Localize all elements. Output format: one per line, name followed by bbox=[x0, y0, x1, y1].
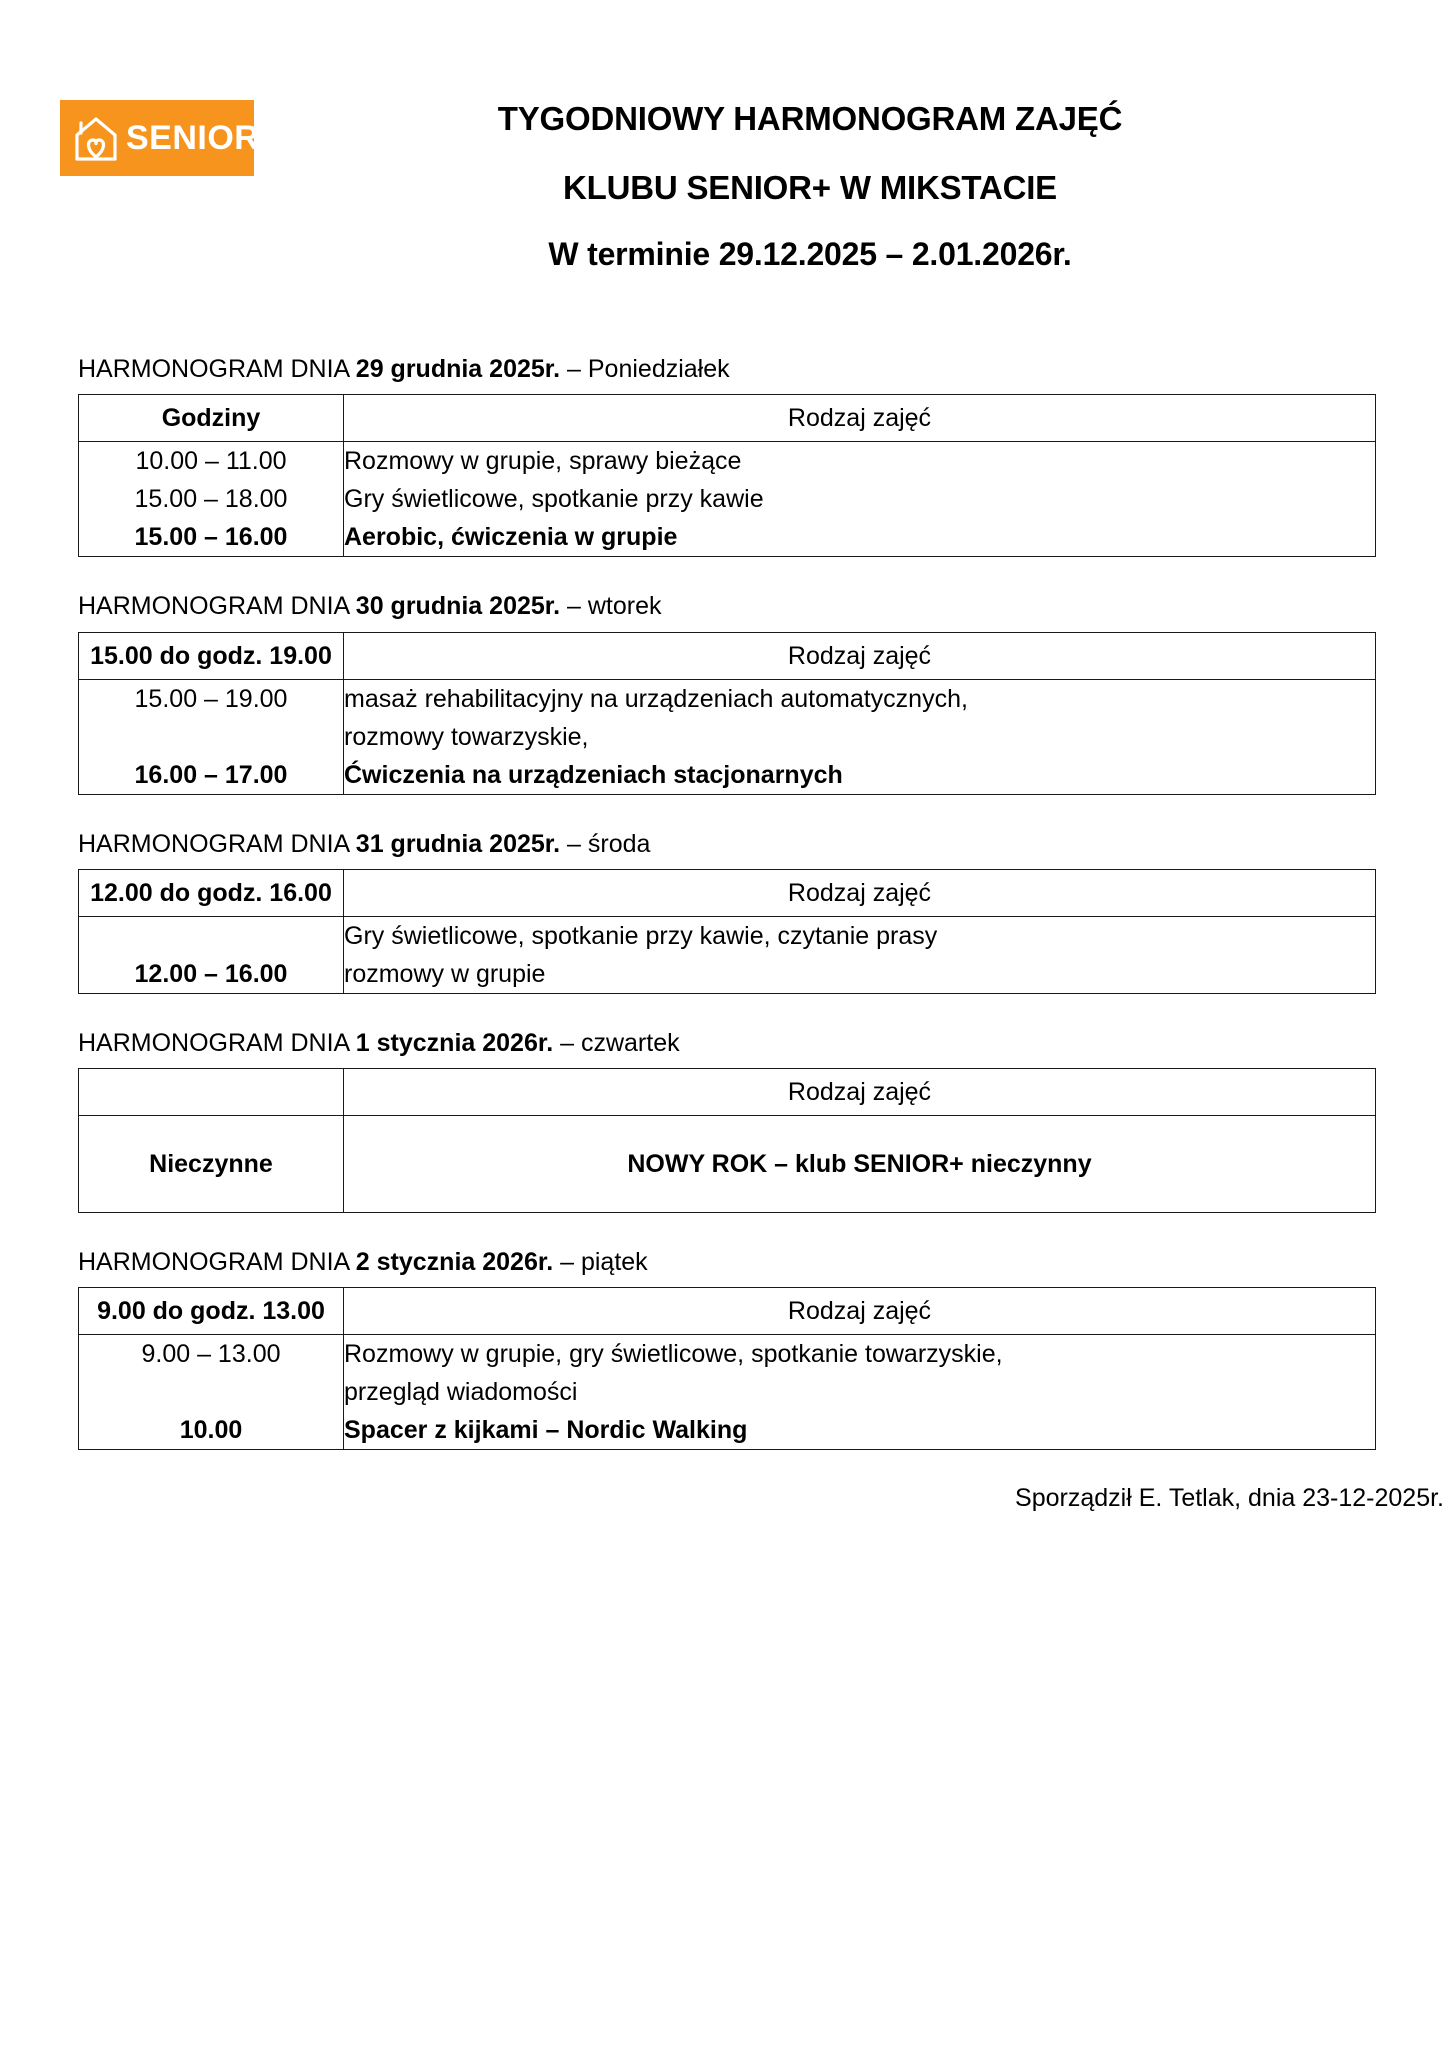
time-value: 9.00 – 13.00 bbox=[141, 1340, 281, 1369]
header-row bbox=[60, 100, 1388, 270]
schedule-table bbox=[78, 869, 1376, 994]
activity-value: Spacer z kijkami – Nordic Walking bbox=[344, 1416, 748, 1445]
day-heading-date: 2 stycznia 2026r. bbox=[355, 1248, 554, 1276]
activity-value: Gry świetlicowe, spotkanie przy kawie, czytanie prasy bbox=[344, 921, 938, 950]
table-header-row bbox=[79, 1069, 1376, 1116]
time-column-header: Godziny bbox=[79, 395, 344, 442]
schedule-table bbox=[78, 394, 1376, 557]
activity-value: rozmowy towarzyskie, bbox=[344, 722, 589, 751]
time-value: 15.00 – 16.00 bbox=[134, 523, 288, 552]
day-block bbox=[78, 1247, 1376, 1450]
day-block bbox=[78, 591, 1376, 794]
activity-cell bbox=[344, 1335, 1376, 1450]
day-block bbox=[78, 354, 1376, 557]
activity-value: Gry świetlicowe, spotkanie przy kawie bbox=[344, 485, 764, 514]
day-heading-prefix: HARMONOGRAM DNIA bbox=[78, 1248, 356, 1276]
time-value: 15.00 – 18.00 bbox=[134, 485, 288, 514]
house-heart-icon bbox=[72, 113, 122, 165]
time-column-header: 15.00 do godz. 19.00 bbox=[79, 632, 344, 679]
table-header-row bbox=[79, 1288, 1376, 1335]
day-heading-date: 29 grudnia 2025r. bbox=[355, 355, 561, 383]
kind-column-header: Rodzaj zajęć bbox=[344, 869, 1376, 916]
activity-cell bbox=[344, 679, 1376, 794]
title-line-1: TYGODNIOWY HARMONOGRAM ZAJĘĆ bbox=[497, 100, 1123, 137]
activity-value: Aerobic, ćwiczenia w grupie bbox=[344, 523, 678, 552]
table-header-row bbox=[79, 869, 1376, 916]
time-value: 10.00 – 11.00 bbox=[135, 447, 287, 476]
time-value: 12.00 – 16.00 bbox=[134, 959, 288, 988]
day-heading bbox=[78, 1247, 1376, 1278]
time-value bbox=[79, 718, 343, 756]
kind-column-header: Rodzaj zajęć bbox=[344, 1288, 1376, 1335]
time-value bbox=[79, 917, 343, 955]
time-value: 10.00 bbox=[179, 1416, 243, 1445]
day-heading-date: 1 stycznia 2026r. bbox=[355, 1028, 554, 1057]
day-heading-date: 30 grudnia 2025r. bbox=[355, 592, 561, 621]
kind-column-header: Rodzaj zajęć bbox=[344, 632, 1376, 679]
kind-column-header: Rodzaj zajęć bbox=[344, 395, 1376, 442]
time-cell bbox=[79, 442, 344, 557]
day-block bbox=[78, 829, 1376, 994]
day-heading-prefix: HARMONOGRAM DNIA bbox=[78, 355, 356, 383]
table-row bbox=[79, 442, 1376, 557]
time-cell bbox=[79, 1335, 344, 1450]
time-value: 15.00 – 19.00 bbox=[134, 684, 288, 713]
title-group bbox=[254, 102, 1388, 270]
time-cell bbox=[79, 679, 344, 794]
time-column-header: 9.00 do godz. 13.00 bbox=[79, 1288, 344, 1335]
time-value bbox=[79, 1373, 343, 1411]
day-heading bbox=[78, 1028, 1376, 1059]
time-column-header: 12.00 do godz. 16.00 bbox=[79, 869, 344, 916]
title-line-2: KLUBU SENIOR+ W MIKSTACIE bbox=[563, 169, 1057, 206]
footer-signature: Sporządził E. Tetlak, dnia 23-12-2025r. bbox=[1015, 1484, 1444, 1513]
schedule-table bbox=[78, 632, 1376, 795]
activity-cell bbox=[344, 442, 1376, 557]
schedule-table bbox=[78, 1287, 1376, 1450]
time-cell bbox=[79, 916, 344, 993]
day-heading-weekday: – piątek bbox=[553, 1248, 648, 1276]
day-block bbox=[78, 1028, 1376, 1213]
closed-label: Nieczynne bbox=[79, 1116, 344, 1213]
closed-note: NOWY ROK – klub SENIOR+ nieczynny bbox=[344, 1116, 1376, 1213]
schedule-sections bbox=[0, 354, 1448, 1450]
table-row bbox=[79, 1335, 1376, 1450]
logo-text: SENIOR + bbox=[126, 119, 290, 157]
kind-column-header: Rodzaj zajęć bbox=[344, 1069, 1376, 1116]
table-header-row bbox=[79, 395, 1376, 442]
activity-value: Rozmowy w grupie, sprawy bieżące bbox=[344, 447, 742, 476]
table-header-row bbox=[79, 632, 1376, 679]
day-heading bbox=[78, 591, 1376, 622]
day-heading-date: 31 grudnia 2025r. bbox=[355, 829, 561, 858]
day-heading bbox=[78, 354, 1376, 385]
day-heading-prefix: HARMONOGRAM DNIA bbox=[78, 829, 356, 858]
activity-value: przegląd wiadomości bbox=[344, 1378, 578, 1407]
day-heading-prefix: HARMONOGRAM DNIA bbox=[78, 592, 356, 621]
day-heading-weekday: – Poniedziałek bbox=[560, 355, 730, 383]
day-heading-weekday: – wtorek bbox=[560, 592, 662, 621]
senior-plus-logo bbox=[60, 100, 290, 176]
day-heading-prefix: HARMONOGRAM DNIA bbox=[78, 1028, 356, 1057]
activity-value: Ćwiczenia na urządzeniach stacjonarnych bbox=[344, 760, 843, 789]
day-heading bbox=[78, 829, 1376, 860]
document-header bbox=[0, 0, 1448, 270]
table-row bbox=[79, 916, 1376, 993]
activity-cell bbox=[344, 916, 1376, 993]
activity-value: Rozmowy w grupie, gry świetlicowe, spotkanie towarzyskie, bbox=[344, 1340, 1003, 1369]
table-row bbox=[79, 1116, 1376, 1213]
day-heading-weekday: – czwartek bbox=[553, 1028, 680, 1057]
table-row bbox=[79, 679, 1376, 794]
day-heading-weekday: – środa bbox=[560, 829, 651, 858]
activity-value: rozmowy w grupie bbox=[344, 959, 546, 988]
activity-value: masaż rehabilitacyjny na urządzeniach automatycznych, bbox=[344, 684, 968, 713]
schedule-table bbox=[78, 1068, 1376, 1213]
title-line-3: W terminie 29.12.2025 – 2.01.2026r. bbox=[548, 236, 1072, 272]
time-column-header bbox=[79, 1069, 344, 1116]
time-value: 16.00 – 17.00 bbox=[134, 760, 288, 789]
